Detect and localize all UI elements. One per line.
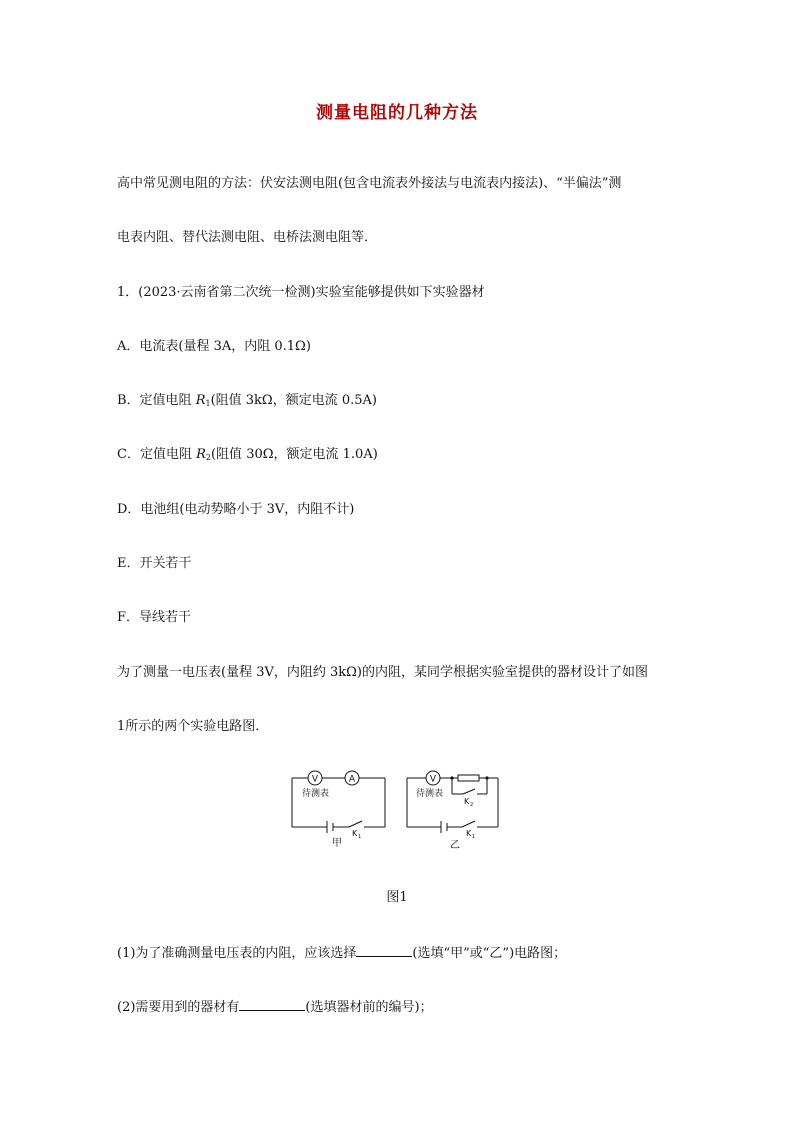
jia-switch-sub: 1 [358, 834, 362, 840]
junction-dot [485, 776, 488, 779]
description-line-2: 1所示的两个实验电路图． [117, 719, 269, 734]
item-f: F．导线若干 [117, 610, 192, 625]
subquestion-1-prefix: (1)为了准确测量电压表的内阻，应该选择 [117, 946, 357, 961]
jia-voltmeter-label: V [311, 774, 319, 785]
subquestion-1-suffix: (选填“甲”或“乙”)电路图； [412, 946, 567, 961]
item-c-prefix: C．定值电阻 [117, 447, 197, 462]
subquestion-2-prefix: (2)需要用到的器材有 [117, 1000, 240, 1015]
circuit-yi [407, 771, 498, 833]
yi-switch1-label: K [466, 829, 472, 838]
item-b-prefix: B．定值电阻 [117, 393, 196, 408]
item-b-sub: 1 [205, 399, 211, 408]
question-header: 1．(2023·云南省第二次统一检测)实验室能够提供如下实验器材 [117, 285, 485, 300]
yi-voltmeter-label: V [429, 774, 437, 785]
item-b-var: R [195, 393, 206, 408]
item-b-suffix: (阻值 3kΩ，额定电流 0.5A) [210, 393, 377, 408]
yi-meter-under-test: 待测表 [416, 789, 444, 799]
junction-dot [450, 776, 453, 779]
yi-switch2-sub: 2 [470, 802, 474, 808]
page-title: 测量电阻的几种方法 [316, 103, 478, 123]
jia-meter-under-test: 待测表 [302, 789, 330, 799]
figure-caption: 图1 [386, 890, 408, 905]
jia-name: 甲 [332, 838, 342, 849]
resistor-icon [458, 775, 479, 781]
answer-blank-1[interactable] [356, 945, 412, 957]
intro-line-1: 高中常见测电阻的方法：伏安法测电阻(包含电流表外接法与电流表内接法)、“半偏法”测 [117, 176, 622, 191]
item-c-suffix: (阻值 30Ω，额定电流 1.0A) [210, 447, 378, 462]
item-c-var: R [196, 447, 206, 462]
item-c [117, 443, 378, 462]
item-c-sub: 2 [205, 453, 211, 462]
description-line-1: 为了测量一电压表(量程 3V，内阻约 3kΩ)的内阻，某同学根据实验室提供的器材设计了如图 [117, 665, 648, 680]
item-e: E．开关若干 [117, 556, 192, 571]
yi-name: 乙 [450, 840, 460, 851]
jia-switch-label: K [352, 829, 358, 838]
answer-blank-2[interactable] [239, 999, 305, 1011]
item-b [117, 389, 377, 408]
item-a: A．电流表(量程 3A，内阻 0.1Ω) [117, 339, 311, 354]
subquestion-2-suffix: (选填器材前的编号)； [305, 1000, 433, 1015]
subquestion-2 [117, 996, 433, 1015]
circuit-figure [289, 766, 503, 856]
intro-line-2: 电表内阻、替代法测电阻、电桥法测电阻等． [117, 230, 378, 245]
jia-ammeter-label: A [348, 774, 356, 785]
item-d: D．电池组(电动势略小于 3V，内阻不计) [117, 502, 355, 517]
circuit-jia [292, 771, 385, 833]
subquestion-1 [117, 942, 566, 961]
yi-switch1-sub: 1 [472, 834, 476, 840]
yi-switch2-label: K [464, 797, 470, 806]
